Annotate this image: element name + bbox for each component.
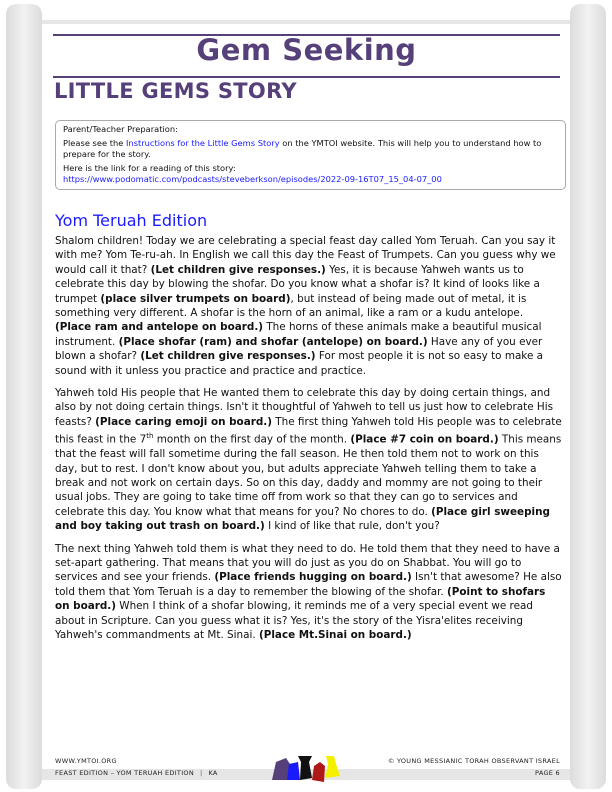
stage-direction: (Place Mt.Sinai on board.) bbox=[259, 629, 412, 642]
scroll-rod-right bbox=[570, 4, 606, 789]
footer-edition bbox=[55, 769, 218, 777]
story-text: For most people it is not so easy to make a sound with it unless you practice and practice and practice. bbox=[55, 350, 544, 377]
story-text: , but instead of being made out of metal, it is something very different. A shofar is the horn of an animal, like a ram or a kudu antelope. bbox=[55, 292, 527, 320]
story-body bbox=[55, 234, 562, 650]
stage-direction: (Place caring emoji on board.) bbox=[95, 415, 272, 428]
stage-direction: (Place girl sweeping and boy taking out trash on board.) bbox=[55, 505, 550, 533]
story-text: Have any of you ever blown a shofar? bbox=[55, 335, 543, 363]
story-paragraph bbox=[55, 234, 562, 378]
preparation-box bbox=[55, 120, 566, 190]
stage-direction: (Place ram and antelope on board.) bbox=[55, 321, 264, 334]
story-text: Shalom children! Today we are celebrating a special feast day called Yom Teruah. Can you say it with me? Yom Te-ru-ah. In English we call this day the Feast of Trumpets. Can you guess why we would call it that? bbox=[55, 235, 556, 276]
story-paragraph bbox=[55, 542, 562, 643]
preparation-instructions bbox=[63, 138, 559, 160]
stage-direction: (place silver trumpets on board) bbox=[100, 292, 291, 305]
story-paragraph bbox=[55, 386, 562, 534]
footer-initials: KA bbox=[208, 769, 218, 777]
story-text: month on the first day of the month. bbox=[153, 433, 351, 446]
story-text: This means that the feast will fall sometime during the fall season. He then told them not to work on this day, but to rest. I don't know about you, but adults appreciate Yahweh telling them to take a break and not work on certain days. So on this day, daddy and mommy are not going to their usual jobs. They are going to take time off from work so that they can go to services and celebrate this day. You know what that means for you? No chores to do. bbox=[55, 433, 562, 518]
footer-copyright: © YOUNG MESSIANIC TORAH OBSERVANT ISRAEL bbox=[387, 757, 560, 765]
ymtoi-logo bbox=[270, 752, 345, 782]
reading-link-label: Here is the link for a reading of this story: bbox=[63, 163, 236, 173]
stage-direction: (Let children give responses.) bbox=[140, 350, 316, 363]
stage-direction: (Place shofar (ram) and shofar (antelope) on board.) bbox=[118, 335, 428, 348]
story-text: Isn't that awesome? He also told them that Yom Teruah is a day to remember the blowing of the shofar. bbox=[55, 571, 562, 598]
instructions-text: Please see the bbox=[63, 138, 126, 148]
section-title: LITTLE GEMS STORY bbox=[54, 79, 297, 103]
scroll-rod-left bbox=[6, 4, 42, 789]
story-text: The horns of these animals make a beautiful musical instrument. bbox=[55, 321, 542, 348]
podcast-link[interactable]: https://www.podomatic.com/podcasts/steveberkson/episodes/2022-09-16T07_15_04-07_00 bbox=[63, 174, 442, 184]
story-text: Yes, it is because Yahweh wants us to celebrate this day by blowing the shofar. Do you know what a shofar is? It kind of looks like a trumpet bbox=[55, 263, 540, 305]
stage-direction: (Place friends hugging on board.) bbox=[214, 571, 412, 584]
story-text: The next thing Yahweh told them is what they need to do. He told them that they need to have a set-apart gathering. That means that you will do just as you do on Shabbat. You will go to services and see your friends. bbox=[55, 542, 560, 584]
instructions-text-after: on the YMTOI website. This will help you to understand how to prepare for the story. bbox=[63, 138, 542, 159]
title-rule-bottom bbox=[53, 76, 560, 78]
footer-edition-text: FEAST EDITION – YOM TERUAH EDITION bbox=[55, 769, 194, 777]
instructions-link[interactable]: Instructions for the Little Gems Story bbox=[125, 138, 280, 148]
stage-direction: (Place #7 coin on board.) bbox=[350, 433, 499, 446]
footer-divider: | bbox=[199, 769, 203, 777]
page-number: PAGE 6 bbox=[535, 769, 560, 777]
page-title: Gem Seeking bbox=[196, 33, 417, 67]
story-text: th bbox=[146, 432, 154, 441]
stage-direction: (Point to shofars on board.) bbox=[55, 585, 546, 613]
story-text: When I think of a shofar blowing, it reminds me of a very special event we read about in Scripture. Can you guess what it is? Yes, it's the story of the Yisra'elites receiving Yahweh's commandments at Mt. Sinai. bbox=[55, 600, 533, 642]
story-text: I kind of like that rule, don't you? bbox=[264, 520, 440, 533]
footer-website[interactable]: WWW.YMTOI.ORG bbox=[55, 757, 117, 765]
story-text: Yahweh told His people that He wanted them to celebrate this day by doing certain things, and also by not doing certain things. Isn't it thoughtful of Yahweh to tell us just how to celebrate His feasts? bbox=[55, 387, 553, 428]
edition-heading: Yom Teruah Edition bbox=[55, 211, 208, 230]
story-text: The first thing Yahweh told His people was to celebrate this feast in the 7 bbox=[55, 415, 562, 446]
preparation-heading: Parent/Teacher Preparation: bbox=[63, 124, 178, 134]
stage-direction: (Let children give responses.) bbox=[150, 263, 326, 276]
